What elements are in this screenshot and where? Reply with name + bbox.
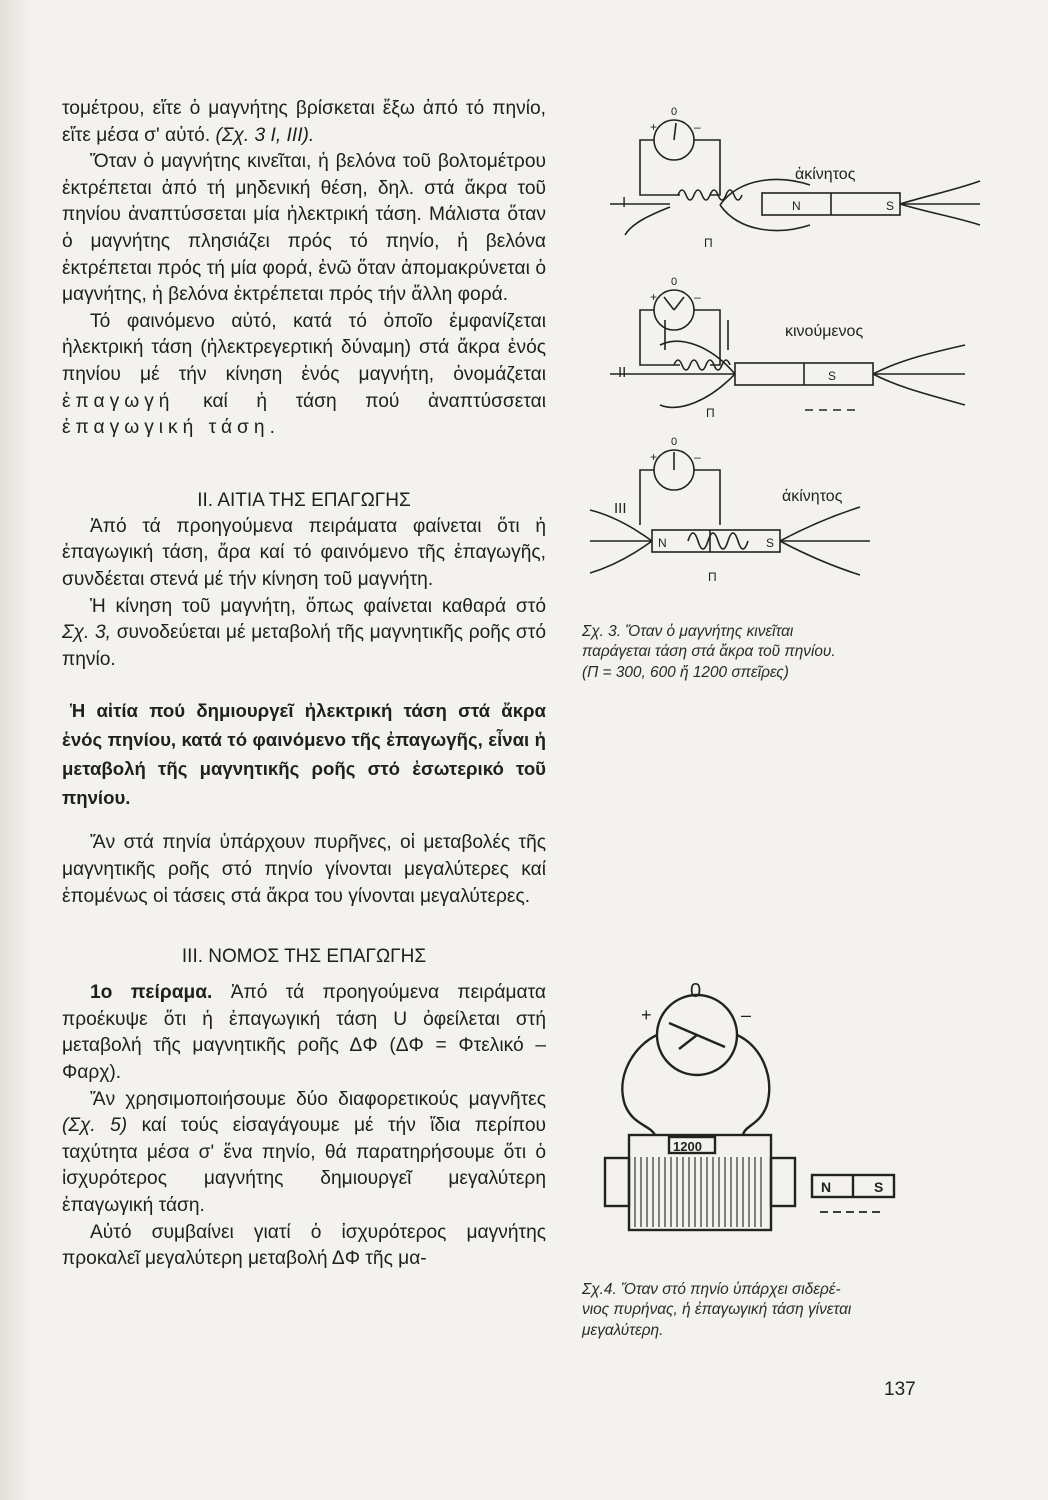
page-number: 137	[884, 1379, 916, 1400]
paragraph-6: Ἄν στά πηνία ὑπάρχουν πυρῆνες, οἱ μεταβολές τῆς μαγνητικῆς ροῆς στό πηνίο γίνονται μεγαλύτερες καί ἑπομένως οἱ τάσεις στά ἄκρα του γίνονται μεγαλύτερες.	[62, 832, 546, 907]
paragraph-4: Ἀπό τά προηγούμενα πειράματα φαίνεται ὅτι ἡ ἐπαγωγική τάση, ἄρα καί τό φαινόμενο τῆς ἐπαγωγῆς, συνδέεται στενά μέ τήν κίνηση τοῦ μαγνήτη.	[62, 515, 546, 590]
fig3-south-2: S	[828, 369, 837, 383]
paragraph-8: Ἄν χρησιμοποιήσουμε δύο διαφορετικούς μαγνῆτες (Σχ. 5) καί τούς εἰσαγάγουμε μέ τήν ἴδια περίπου ταχύτητα μέσα σ' ἕνα πηνίο, θά παρατηρήσουμε ὅτι ὁ ἰσχυρότερος μαγνήτης δημιουργεῖ μεγαλύτερη ἐπαγωγική τάση.	[62, 1088, 547, 1216]
fig3-minus-3: –	[694, 450, 701, 464]
paragraph-5: Ἡ κίνηση τοῦ μαγνήτη, ὅπως φαίνεται καθαρά στό Σχ. 3, συνοδεύεται μέ μεταβολή τῆς μαγνητικῆς ροῆς στό πηνίο.	[62, 595, 546, 670]
paragraph-1: τομέτρου, εἴτε ὁ μαγνήτης βρίσκεται ἔξω ἀπό τό πηνίο, εἴτε μέσα σ' αὐτό. (Σχ. 3 Ι, ΙΙΙ).	[62, 98, 546, 146]
fig4-south: S	[874, 1179, 884, 1195]
panel-3	[590, 450, 870, 575]
paragraph-9: Αὐτό συμβαίνει γιατί ὁ ἰσχυρότερος μαγνήτης προκαλεῖ μεγαλύτερη μεταβολή ΔΦ τῆς μα-	[62, 1221, 546, 1270]
fig3-south-1: S	[886, 199, 895, 213]
paragraph-7: 1ο πείραμα. Ἀπό τά προηγούμενα πειράματα προέκυψε ὅτι ἡ ἐπαγωγική τάση U ὀφείλεται στή μεταβολή τῆς μαγνητικῆς ροῆς ΔΦ (ΔΦ = Φτελικό – Φαρχ).	[62, 982, 546, 1084]
fig3-label-roman-3: ΙΙΙ	[614, 500, 627, 517]
fig3-state-1: ἀκίνητος	[795, 166, 856, 183]
fig4-plus: +	[641, 1005, 652, 1025]
fig3-zero-3: 0	[671, 436, 678, 448]
fig3-plus-2: +	[650, 290, 658, 304]
binding-shadow	[0, 0, 32, 1500]
fig3-north-1: N	[792, 199, 801, 213]
fig3-zero-2: 0	[671, 276, 678, 288]
fig3-minus-2: –	[694, 290, 701, 304]
fig4-turns-label: 1200	[673, 1139, 702, 1154]
fig3-south-3: S	[766, 536, 775, 550]
fig3-coil-2: Π	[706, 406, 715, 420]
figure-3	[570, 95, 990, 615]
fig3-plus-1: +	[650, 120, 658, 134]
section-heading-2: ΙΙ. ΑΙΤΙΑ ΤΗΣ ΕΠΑΓΩΓΗΣ	[197, 489, 411, 511]
fig3-coil-1: Π	[704, 236, 713, 250]
figure-4-caption: Σχ.4. Ὅταν στό πηνίο ὑπάρχει σιδερέ- νιος πυρήνας, ἡ ἐπαγωγική τάση γίνεται μεγαλύτερη.	[582, 1281, 852, 1339]
paragraph-2: Ὅταν ὁ μαγνήτης κινεῖται, ἡ βελόνα τοῦ βολτομέτρου ἐκτρέπεται ἀπό τή μηδενική θέση, δηλ. στά ἄκρα τοῦ πηνίου ἀναπτύσσεται μία ἠλεκτρική τάση. Μάλιστα ὅταν ὁ μαγνήτης πλησιάζει πρός τό πηνίο, ἡ βελόνα ἐκτρέπεται πρός τή μία φορά, ἐνῶ ὅταν ἀπομακρύνεται ὁ μαγνήτης, ἡ βελόνα ἐκτρέπεται πρός τήν ἄλλη φορά.	[62, 151, 546, 306]
figure-4	[595, 975, 925, 1275]
panel-2	[610, 290, 965, 410]
fig3-plus-3: +	[650, 450, 658, 464]
fig3-north-3: N	[658, 536, 667, 550]
fig3-minus-1: –	[694, 120, 701, 134]
fig3-label-roman-2: ΙΙ	[618, 364, 627, 381]
fig4-zero: 0	[690, 980, 702, 1002]
paragraph-3: Τό φαινόμενο αὐτό, κατά τό ὁποῖο ἐμφανίζεται ἠλεκτρική τάση (ἠλεκτρεγερτική δύναμη) στά ἄκρα ἑνός πηνίου μέ τήν κίνηση ἑνός μαγνήτη, ὀνομάζεται ἐπαγωγή καί ἡ τάση πού ἀναπτύσσεται ἐπαγωγική τάση.	[62, 310, 546, 439]
key-statement: Ἡ αἰτία πού δημιουργεῖ ἠλεκτρική τάση στά ἄκρα ἑνός πηνίου, κατά τό φαινόμενο τῆς ἐπαγωγῆς, εἶναι ἡ μεταβολή τῆς μαγνητικῆς ροῆς στό ἐσωτερικό τοῦ πηνίου.	[62, 700, 546, 808]
fig3-coil-3: Π	[708, 570, 717, 584]
fig3-label-roman-1: Ι	[622, 194, 627, 211]
fig4-minus: –	[741, 1005, 752, 1025]
section-heading-3: ΙΙΙ. ΝΟΜΟΣ ΤΗΣ ΕΠΑΓΩΓΗΣ	[181, 946, 427, 968]
fig4-north: N	[821, 1179, 832, 1195]
main-text-column	[62, 96, 546, 1273]
fig3-state-3: ἀκίνητος	[782, 488, 843, 505]
figure-3-caption: Σχ. 3. Ὅταν ὁ μαγνήτης κινεῖται παράγεται τάση στά ἄκρα τοῦ πηνίου. (Π = 300, 600 ἤ 1200 σπεῖρες)	[582, 623, 836, 681]
fig3-zero-1: 0	[671, 106, 678, 118]
fig3-state-2: κινούμενος	[785, 323, 864, 340]
